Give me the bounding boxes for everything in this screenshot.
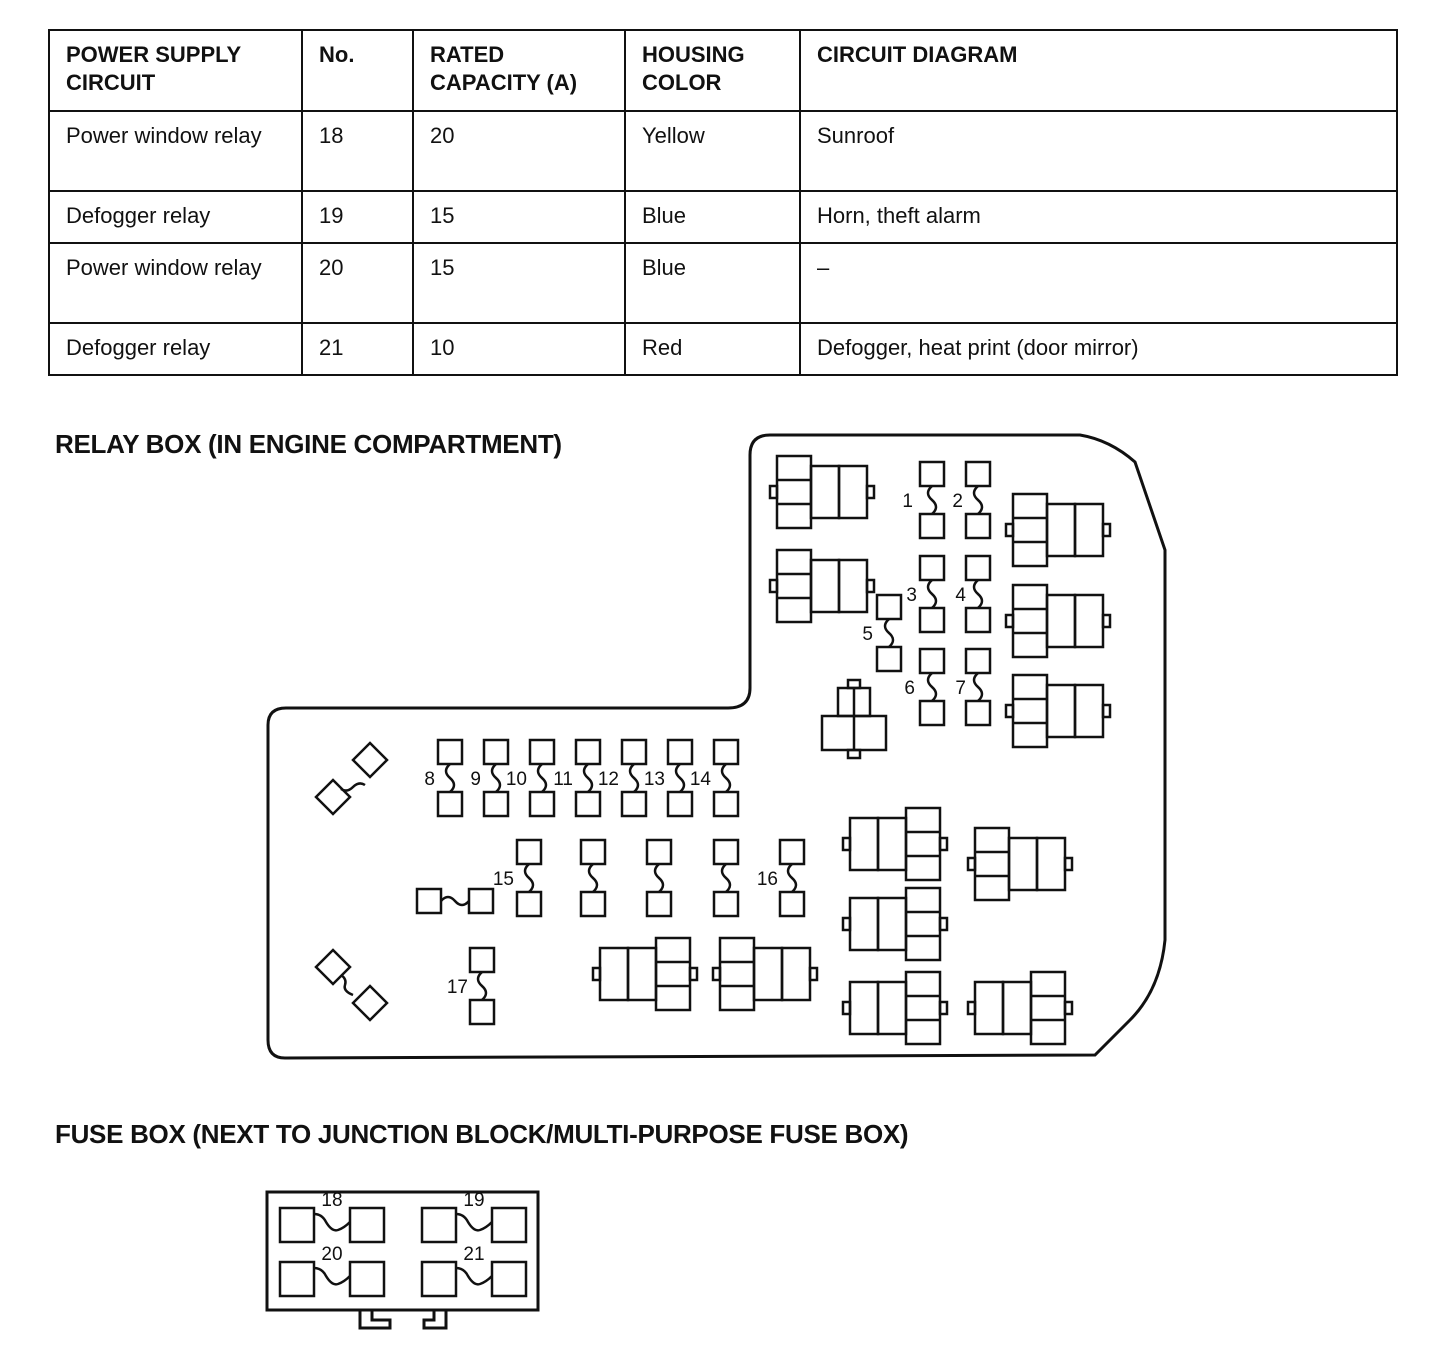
fuse xyxy=(517,840,541,916)
relay-housing xyxy=(975,828,1009,900)
relay-housing xyxy=(906,888,940,960)
fuse-number-label: 12 xyxy=(597,769,619,790)
fuse xyxy=(422,1208,526,1242)
relay-cell xyxy=(811,560,839,612)
fuse xyxy=(714,740,738,816)
fuse-link xyxy=(314,1268,350,1284)
header-housing-color: HOUSING COLOR xyxy=(625,30,800,111)
cell-capacity: 15 xyxy=(413,191,625,243)
relay-cell xyxy=(839,466,867,518)
relay-housing xyxy=(1013,494,1047,566)
fuse-terminal xyxy=(581,840,605,864)
fuse xyxy=(780,840,804,916)
relay-terminal xyxy=(713,968,720,980)
relay-terminal xyxy=(848,750,860,758)
relay-cell xyxy=(1075,685,1103,737)
fuse-number-label: 11 xyxy=(553,769,573,790)
fuse-link xyxy=(538,764,546,792)
relay-block xyxy=(593,938,697,1010)
fuse xyxy=(484,740,508,816)
fuse-link xyxy=(974,673,982,701)
fuse-terminal xyxy=(920,649,944,673)
relay-cell xyxy=(1047,685,1075,737)
relay-housing xyxy=(656,938,690,1010)
fuse-box-tab xyxy=(424,1310,446,1328)
fuse xyxy=(422,1262,526,1296)
fuse-terminal xyxy=(668,740,692,764)
relay-cell xyxy=(1075,504,1103,556)
fuse-number-label: 20 xyxy=(321,1244,343,1265)
fuse-link xyxy=(974,486,982,514)
relay-terminal xyxy=(968,1002,975,1014)
fuse xyxy=(280,1262,384,1296)
fuse-terminal xyxy=(576,792,600,816)
fuse-terminal xyxy=(517,892,541,916)
fuse-number-label: 1 xyxy=(902,491,913,512)
fuse-number-label: 7 xyxy=(955,678,966,699)
fuse-number-label: 10 xyxy=(505,769,527,790)
relay-block xyxy=(770,550,874,622)
fuse-box-title: FUSE BOX (NEXT TO JUNCTION BLOCK/MULTI-PURPOSE FUSE BOX) xyxy=(55,1119,909,1149)
relay-housing xyxy=(1013,675,1047,747)
fuse-number-label: 2 xyxy=(952,491,963,512)
fuse xyxy=(966,462,990,538)
fuse-terminal xyxy=(492,1208,526,1242)
fuse-link xyxy=(525,864,533,892)
fuse-terminal xyxy=(966,462,990,486)
relay-cell xyxy=(754,948,782,1000)
relay-terminal xyxy=(940,918,947,930)
relay-cell xyxy=(850,898,878,950)
fuse-terminal xyxy=(920,556,944,580)
fuse-terminal xyxy=(647,840,671,864)
relay-terminal xyxy=(968,858,975,870)
fuse-link xyxy=(341,783,365,790)
relay-block xyxy=(968,828,1072,900)
fuse-terminal xyxy=(470,948,494,972)
fuse-terminal xyxy=(920,701,944,725)
fuse-terminal xyxy=(966,608,990,632)
relay-block xyxy=(1006,494,1110,566)
fuse-link xyxy=(441,897,469,905)
relay-block xyxy=(843,888,947,960)
cell-circuit: Defogger relay xyxy=(49,323,302,375)
fuse-link xyxy=(314,1214,350,1230)
fuse-link xyxy=(928,580,936,608)
relay-housing xyxy=(1013,585,1047,657)
relay-cell xyxy=(811,466,839,518)
cell-circuit: Power window relay xyxy=(49,111,302,191)
fuse-box-outline xyxy=(267,1192,538,1310)
relay-terminal xyxy=(867,580,874,592)
header-power-supply-circuit: POWER SUPPLY CIRCUIT xyxy=(49,30,302,111)
fuse-terminal xyxy=(966,514,990,538)
fuse-terminal xyxy=(877,595,901,619)
fuse-terminal xyxy=(714,740,738,764)
fuse-number-label: 17 xyxy=(446,977,468,998)
fuse-terminal xyxy=(469,889,493,913)
fuse-number-label: 14 xyxy=(689,769,711,790)
fuse-number-label: 6 xyxy=(904,678,915,699)
fuse xyxy=(920,649,944,725)
fuse xyxy=(316,743,387,814)
fuse-link xyxy=(630,764,638,792)
fuse xyxy=(581,840,605,916)
fuse-terminal xyxy=(647,892,671,916)
relay-terminal xyxy=(1006,615,1013,627)
cell-diagram: Horn, theft alarm xyxy=(800,191,1397,243)
fuse xyxy=(714,840,738,916)
relay-cell xyxy=(1075,595,1103,647)
relay-terminal xyxy=(1006,705,1013,717)
fuse xyxy=(622,740,646,816)
cell-color: Red xyxy=(625,323,800,375)
cell-color: Yellow xyxy=(625,111,800,191)
fuse-terminal xyxy=(438,792,462,816)
relay-block xyxy=(713,938,817,1010)
fuse-link xyxy=(928,673,936,701)
relay-terminal xyxy=(843,918,850,930)
fuse-number-label: 5 xyxy=(862,624,873,645)
fuse xyxy=(920,556,944,632)
fuse-terminal xyxy=(316,780,350,814)
fuse-terminal xyxy=(714,840,738,864)
fuse-terminal xyxy=(417,889,441,913)
relay-housing xyxy=(777,550,811,622)
fuse-link xyxy=(788,864,796,892)
fuse xyxy=(966,649,990,725)
cell-color: Blue xyxy=(625,243,800,323)
fuse-terminal xyxy=(966,701,990,725)
fuse xyxy=(966,556,990,632)
fuse-link xyxy=(722,764,730,792)
fuse-terminal xyxy=(517,840,541,864)
fuse xyxy=(280,1208,384,1242)
fuse-terminal xyxy=(714,892,738,916)
fuse-terminal xyxy=(353,986,387,1020)
fuse-terminal xyxy=(668,792,692,816)
cell-color: Blue xyxy=(625,191,800,243)
fuse-link xyxy=(655,864,663,892)
fuse-link xyxy=(722,864,730,892)
relay-cell xyxy=(850,818,878,870)
fuse-number-label: 8 xyxy=(424,769,435,790)
cell-number: 21 xyxy=(302,323,413,375)
fuse-terminal xyxy=(438,740,462,764)
fuse-link xyxy=(341,975,353,995)
fuse-terminal xyxy=(877,647,901,671)
relay-cell xyxy=(850,982,878,1034)
relay-terminal xyxy=(940,838,947,850)
fuse xyxy=(438,740,462,816)
relay-cell xyxy=(839,560,867,612)
relay-cell xyxy=(878,898,906,950)
fuse-terminal xyxy=(422,1208,456,1242)
relay-terminal xyxy=(940,1002,947,1014)
cell-capacity: 10 xyxy=(413,323,625,375)
fuse-terminal xyxy=(966,649,990,673)
cell-diagram: Defogger, heat print (door mirror) xyxy=(800,323,1397,375)
relay-housing xyxy=(1031,972,1065,1044)
relay-terminal xyxy=(843,838,850,850)
relay-cell xyxy=(1009,838,1037,890)
fuse-link xyxy=(928,486,936,514)
relay-terminal xyxy=(1103,524,1110,536)
fuse-link xyxy=(478,972,486,1000)
fuse-terminal xyxy=(780,840,804,864)
relay-cell xyxy=(782,948,810,1000)
relay-block xyxy=(1006,675,1110,747)
relay-terminal xyxy=(770,486,777,498)
fuse-number-label: 3 xyxy=(906,585,917,606)
fuse-number-label: 18 xyxy=(321,1190,343,1211)
relay-terminal xyxy=(1065,858,1072,870)
relay-terminal xyxy=(867,486,874,498)
fuse-link xyxy=(446,764,454,792)
fuse-terminal xyxy=(350,1262,384,1296)
cell-circuit: Power window relay xyxy=(49,243,302,323)
relay-block xyxy=(968,972,1072,1044)
fuse-number-label: 13 xyxy=(643,769,665,790)
fuse-link xyxy=(456,1268,492,1284)
relay-cell xyxy=(600,948,628,1000)
relay-cell xyxy=(1047,595,1075,647)
fuse-number-label: 16 xyxy=(756,869,778,890)
cell-circuit: Defogger relay xyxy=(49,191,302,243)
fuse-number-label: 21 xyxy=(463,1244,485,1265)
relay-block xyxy=(1006,585,1110,657)
relay-cell xyxy=(878,818,906,870)
relay-terminal xyxy=(1103,615,1110,627)
relay-cell xyxy=(1047,504,1075,556)
fuse xyxy=(470,948,494,1024)
fuse-number-label: 15 xyxy=(492,869,514,890)
fuse xyxy=(920,462,944,538)
relay-terminal xyxy=(848,680,860,688)
header-circuit-diagram: CIRCUIT DIAGRAM xyxy=(800,30,1397,111)
fuse-terminal xyxy=(920,462,944,486)
relay-housing xyxy=(777,456,811,528)
relay-cell xyxy=(878,982,906,1034)
relay-terminal xyxy=(1006,524,1013,536)
fuse-box-tab xyxy=(360,1310,390,1328)
cell-number: 18 xyxy=(302,111,413,191)
relay-terminal xyxy=(810,968,817,980)
relay-cell xyxy=(1037,838,1065,890)
fuse-terminal xyxy=(714,792,738,816)
cell-number: 20 xyxy=(302,243,413,323)
relay-block xyxy=(822,680,886,758)
fuse xyxy=(647,840,671,916)
fuse-terminal xyxy=(530,740,554,764)
cell-diagram: Sunroof xyxy=(800,111,1397,191)
fuse xyxy=(877,595,901,671)
fuse-number-label: 4 xyxy=(955,585,966,606)
relay-housing xyxy=(906,808,940,880)
fuse xyxy=(668,740,692,816)
cell-capacity: 20 xyxy=(413,111,625,191)
fuse-terminal xyxy=(920,514,944,538)
relay-terminal xyxy=(1103,705,1110,717)
relay-cell xyxy=(1003,982,1031,1034)
cell-number: 19 xyxy=(302,191,413,243)
relay-terminal xyxy=(843,1002,850,1014)
fuse-link xyxy=(885,619,893,647)
cell-capacity: 15 xyxy=(413,243,625,323)
fuse-number-label: 19 xyxy=(463,1190,485,1211)
relay-cell xyxy=(628,948,656,1000)
fuse-link xyxy=(974,580,982,608)
fuse-terminal xyxy=(622,792,646,816)
cell-diagram: – xyxy=(800,243,1397,323)
fuse-terminal xyxy=(470,1000,494,1024)
fuse-terminal xyxy=(530,792,554,816)
fuse-link xyxy=(492,764,500,792)
relay-terminal xyxy=(593,968,600,980)
fuse-number-label: 9 xyxy=(470,769,481,790)
relay-housing xyxy=(720,938,754,1010)
fuse-terminal xyxy=(484,740,508,764)
relay-terminal xyxy=(690,968,697,980)
fuse-link xyxy=(584,764,592,792)
relay-housing xyxy=(906,972,940,1044)
header-number: No. xyxy=(302,30,413,111)
relay-block xyxy=(843,808,947,880)
fuse-link xyxy=(676,764,684,792)
fuse xyxy=(417,889,493,913)
fuse-terminal xyxy=(280,1262,314,1296)
relay-terminal xyxy=(1065,1002,1072,1014)
fuse xyxy=(530,740,554,816)
fuse-terminal xyxy=(280,1208,314,1242)
relay-cell xyxy=(975,982,1003,1034)
relay-terminal xyxy=(770,580,777,592)
fuse-terminal xyxy=(353,743,387,777)
fuse-terminal xyxy=(780,892,804,916)
fuse-terminal xyxy=(920,608,944,632)
fuse-terminal xyxy=(492,1262,526,1296)
fuse-terminal xyxy=(350,1208,384,1242)
fuse-link xyxy=(589,864,597,892)
fuse-terminal xyxy=(581,892,605,916)
fuse-terminal xyxy=(484,792,508,816)
fuse-terminal xyxy=(576,740,600,764)
header-rated-capacity: RATED CAPACITY (A) xyxy=(413,30,625,111)
fuse-terminal xyxy=(966,556,990,580)
fuse xyxy=(576,740,600,816)
relay-block xyxy=(843,972,947,1044)
fuse-link xyxy=(456,1214,492,1230)
fuse xyxy=(316,950,387,1020)
fuse-terminal xyxy=(422,1262,456,1296)
fuse-terminal xyxy=(622,740,646,764)
relay-block xyxy=(770,456,874,528)
relay-box-title: RELAY BOX (IN ENGINE COMPARTMENT) xyxy=(55,429,562,459)
